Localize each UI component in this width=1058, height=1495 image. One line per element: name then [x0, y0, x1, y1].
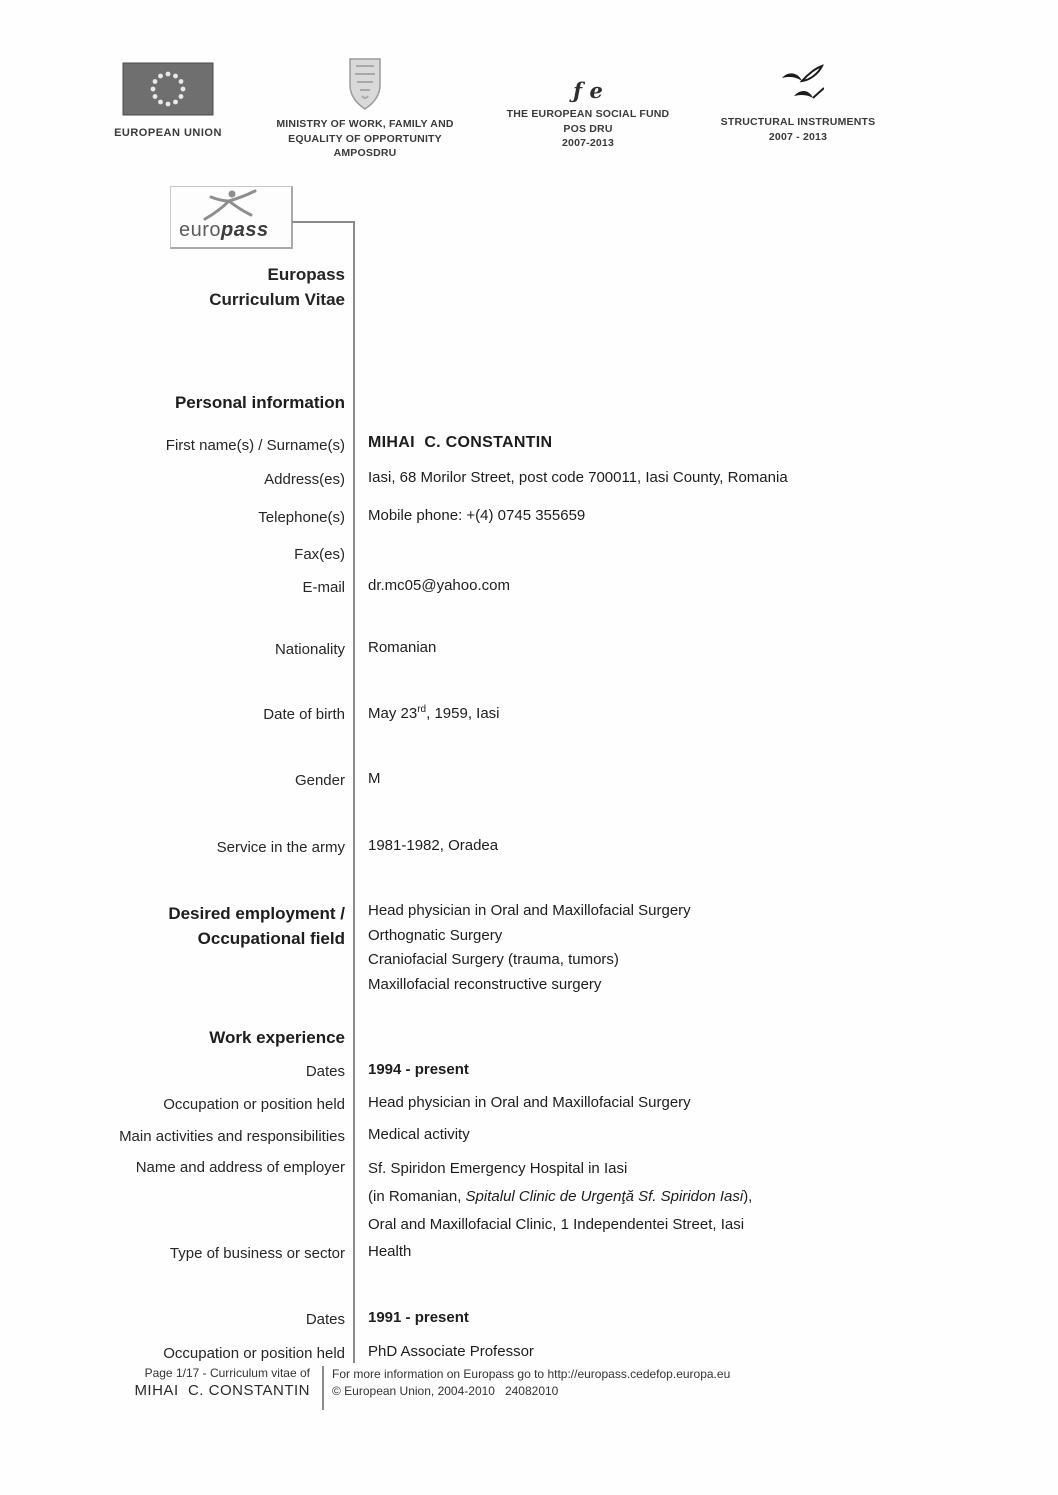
employer-line3: Oral and Maxillofacial Clinic, 1 Independentei Street, Iasi [368, 1216, 745, 1233]
dob-suffix: , 1959, Iasi [426, 705, 500, 722]
europass-wordmark [179, 219, 269, 242]
field-label-activities: Main activities and responsibilities [119, 1128, 345, 1145]
field-value-dob [368, 704, 500, 722]
field-value-army: 1981-1982, Oradea [368, 837, 499, 854]
field-label-dates-2: Dates [305, 1311, 345, 1328]
esf-logo-icon: ƒ e [573, 78, 603, 103]
footer-right-block [332, 1366, 730, 1400]
logo-connector-line [292, 221, 355, 223]
field-value-occupation-2: PhD Associate Professor [368, 1343, 534, 1360]
field-label-dob: Date of birth [263, 706, 345, 723]
eu-logo-block [100, 62, 236, 139]
field-value-activities: Medical activity [368, 1126, 470, 1143]
field-label-occupation-2: Occupation or position held [163, 1345, 345, 1362]
ministry-label-line: EQUALITY OF OPPORTUNITY [288, 132, 442, 145]
desired-value-line: Maxillofacial reconstructive surgery [368, 975, 602, 993]
europass-figure-icon [199, 189, 265, 223]
eu-label: EUROPEAN UNION [114, 127, 222, 139]
field-value-name: MIHAI C. CONSTANTIN [368, 434, 553, 451]
column-divider-line [353, 221, 355, 1363]
dob-prefix: May 23 [368, 705, 418, 722]
esf-logo-block [468, 78, 708, 151]
field-value-telephone: Mobile phone: +(4) 0745 355659 [368, 507, 586, 524]
desired-label-line1: Desired employment / [168, 904, 345, 923]
field-value-gender: M [368, 770, 381, 787]
structural-instruments-icon [772, 62, 824, 110]
field-label-occupation-1: Occupation or position held [163, 1096, 345, 1113]
field-label-nationality: Nationality [274, 641, 345, 658]
field-label-dates-1: Dates [305, 1063, 345, 1080]
field-label-name: First name(s) / Surname(s) [165, 437, 345, 454]
europass-word-euro: euro [179, 219, 222, 241]
esf-label-line: POS DRU [563, 122, 613, 135]
europass-word-pass: pass [221, 219, 269, 241]
ministry-label-line: AMPOSDRU [333, 147, 397, 159]
field-label-telephone: Telephone(s) [258, 509, 345, 526]
doc-title [0, 262, 345, 312]
footer-divider-line [322, 1366, 324, 1410]
field-value-sector: Health [368, 1243, 412, 1260]
field-value-occupation-1: Head physician in Oral and Maxillofacial Surgery [368, 1094, 691, 1111]
employer-line2-romanian-name: Spitalul Clinic de Urgenţă Sf. Spiridon Iasi [465, 1188, 744, 1205]
field-value-desired-employment [368, 899, 691, 997]
structural-logo-block [678, 62, 918, 144]
field-value-employer [368, 1155, 752, 1239]
footer-name: MIHAI C. CONSTANTIN [134, 1382, 310, 1399]
employer-line2-prefix: (in Romanian, [368, 1188, 466, 1205]
field-label-email: E-mail [302, 579, 345, 596]
esf-label-line: THE EUROPEAN SOCIAL FUND [506, 108, 670, 120]
europass-logo [170, 186, 293, 249]
structural-label-line: STRUCTURAL INSTRUMENTS [720, 116, 876, 128]
footer-info-line: For more information on Europass go to http://europass.cedefop.europa.eu [332, 1367, 731, 1381]
ministry-crest-icon [342, 56, 388, 112]
field-label-desired-employment [0, 901, 345, 951]
field-label-gender: Gender [294, 772, 345, 789]
field-value-address: Iasi, 68 Morilor Street, post code 700011, Iasi County, Romania [368, 469, 788, 486]
desired-label-line2: Occupational field [197, 929, 345, 948]
employer-line2 [368, 1183, 752, 1211]
dob-ordinal: rd [417, 704, 427, 715]
footer-page-info: Page 1/17 - Curriculum vitae of [144, 1366, 310, 1380]
desired-value-line: Craniofacial Surgery (trauma, tumors) [368, 951, 619, 968]
field-label-sector: Type of business or sector [169, 1245, 345, 1262]
footer-left-block [0, 1366, 310, 1399]
field-value-email: dr.mc05@yahoo.com [368, 577, 510, 594]
footer-copyright: © European Union, 2004-2010 24082010 [332, 1384, 559, 1398]
employer-line1: Sf. Spiridon Emergency Hospital in Iasi [368, 1160, 628, 1177]
field-label-army: Service in the army [216, 839, 345, 856]
ministry-label-line: MINISTRY OF WORK, FAMILY AND [276, 118, 454, 130]
section-heading-work: Work experience [209, 1028, 345, 1047]
field-label-address: Address(es) [264, 471, 345, 488]
esf-label-line: 2007-2013 [561, 137, 614, 149]
eu-flag-icon [122, 62, 214, 116]
doc-title-line1: Europass [267, 265, 345, 284]
employer-line2-suffix: ), [743, 1188, 753, 1205]
structural-label-line: 2007 - 2013 [768, 130, 828, 143]
section-heading-personal: Personal information [174, 393, 345, 412]
ministry-logo-block [245, 56, 485, 161]
desired-value-line: Head physician in Oral and Maxillofacial Surgery [368, 902, 691, 919]
field-label-employer: Name and address of employer [135, 1159, 345, 1176]
field-value-dates-2: 1991 - present [368, 1309, 469, 1326]
field-value-dates-1: 1994 - present [368, 1061, 469, 1078]
field-label-fax: Fax(es) [294, 546, 345, 563]
doc-title-line2: Curriculum Vitae [209, 290, 345, 309]
field-value-nationality: Romanian [368, 639, 437, 656]
desired-value-line: Orthognatic Surgery [368, 926, 503, 944]
